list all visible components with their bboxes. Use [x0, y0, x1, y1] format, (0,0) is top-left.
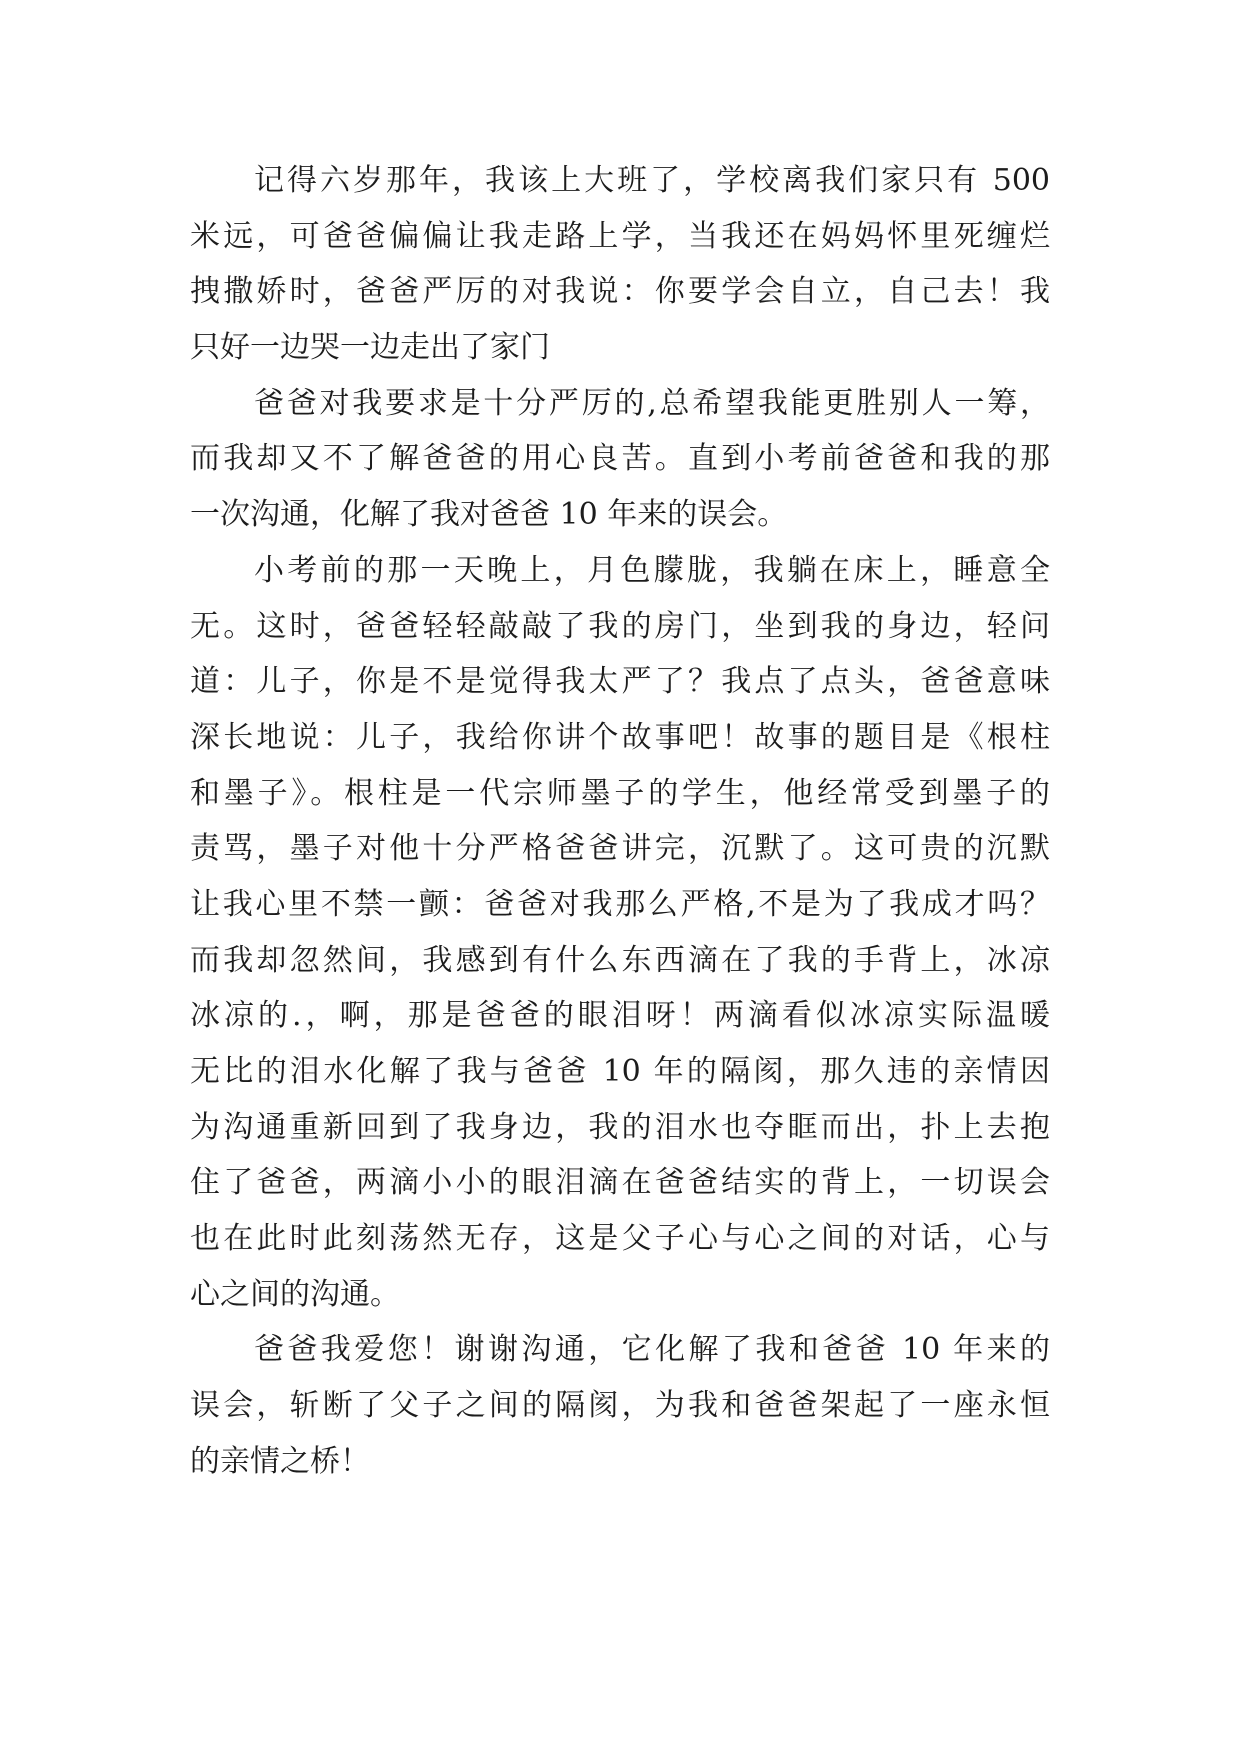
text-line: 而我却又不了解爸爸的用心良苦。直到小考前爸爸和我的那 — [190, 441, 1050, 477]
text-line: 而我却忽然间，我感到有什么东西滴在了我的手背上，冰凉 — [190, 942, 1050, 978]
text-line: 爸爸对我要求是十分严厉的,总希望我能更胜别人一筹， — [254, 385, 1050, 421]
text-line: 住了爸爸，两滴小小的眼泪滴在爸爸结实的背上，一切误会 — [190, 1165, 1050, 1201]
text-line: 误会，斩断了父子之间的隔阂，为我和爸爸架起了一座永恒 — [190, 1388, 1050, 1424]
paragraph-night-talk — [190, 543, 1050, 1323]
text-line: 道：儿子，你是不是觉得我太严了？我点了点头，爸爸意味 — [190, 664, 1050, 700]
text-line: 米远，可爸爸偏偏让我走路上学，当我还在妈妈怀里死缠烂 — [190, 218, 1050, 254]
text-line: 让我心里不禁一颤：爸爸对我那么严格,不是为了我成才吗？ — [190, 886, 1050, 922]
text-line: 爸爸我爱您！谢谢沟通，它化解了我和爸爸 10 年来的 — [254, 1332, 1050, 1368]
text-line: 小考前的那一天晚上，月色朦胧，我躺在床上，睡意全 — [254, 552, 1050, 588]
text-line: 和墨子》。根柱是一代宗师墨子的学生，他经常受到墨子的 — [190, 775, 1050, 811]
paragraph-conclusion — [190, 1322, 1050, 1489]
text-line: 无比的泪水化解了我与爸爸 10 年的隔阂，那久违的亲情因 — [190, 1054, 1050, 1089]
text-line: 的亲情之桥！ — [190, 1443, 370, 1479]
paragraph-strict-father — [190, 376, 1050, 543]
text-line: 一次沟通，化解了我对爸爸 10 年来的误会。 — [190, 497, 788, 533]
text-line: 责骂，墨子对他十分严格爸爸讲完，沉默了。这可贵的沉默 — [190, 831, 1050, 867]
text-line: 无。这时，爸爸轻轻敲敲了我的房门，坐到我的身边，轻问 — [190, 608, 1050, 644]
text-line: 拽撒娇时，爸爸严厉的对我说：你要学会自立，自己去！我 — [190, 274, 1050, 310]
text-line: 为沟通重新回到了我身边，我的泪水也夺眶而出，扑上去抱 — [190, 1109, 1050, 1145]
text-line: 也在此时此刻荡然无存，这是父子心与心之间的对话，心与 — [190, 1221, 1050, 1257]
text-line: 深长地说：儿子，我给你讲个故事吧！故事的题目是《根柱 — [190, 719, 1050, 755]
essay-body — [190, 153, 1050, 1490]
text-line: 只好一边哭一边走出了家门 — [190, 330, 550, 366]
paragraph-childhood-school — [190, 153, 1050, 376]
text-line: 心之间的沟通。 — [190, 1276, 400, 1312]
text-line: 冰凉的.，啊，那是爸爸的眼泪呀！两滴看似冰凉实际温暖 — [190, 998, 1050, 1034]
text-line: 记得六岁那年，我该上大班了，学校离我们家只有 500 — [254, 163, 1050, 198]
